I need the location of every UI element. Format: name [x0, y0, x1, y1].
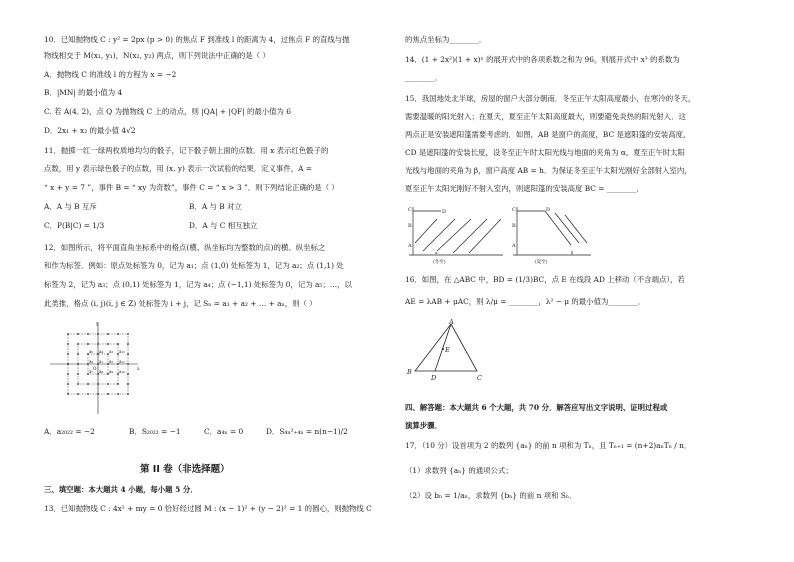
q10-option-c: C. 若 A(4, 2)，点 Q 为抛物线 C 上的动点，则 |QA| + |QF| 的最小值为 6: [44, 107, 291, 116]
svg-text:C: C: [408, 207, 412, 213]
svg-text:B: B: [512, 223, 516, 229]
svg-text:D: D: [546, 207, 551, 213]
label-a4: a₄: [99, 349, 104, 354]
summer-solstice-figure: [511, 203, 595, 265]
q15-line5: 光线与地面的夹角为 β，窗户高度 AB = h．为保证冬至正午太阳光刚好全部射入室内，: [405, 166, 692, 175]
q13-stem: 13．已知抛物线 C : 4x² + my = 0 恰好经过圆 M : (x − 1)² + (y − 2)² = 1 的圆心，则抛物线 C: [44, 504, 372, 513]
q16-line1: 16．如图，在 △ABC 中，BD = (1/3)BC，点 E 在线段 AD 上移动（不含端点），若: [405, 275, 685, 284]
q13-tail: 的焦点坐标为________．: [405, 35, 487, 44]
q11-option-b: B．A 与 B 对立: [189, 202, 242, 211]
q12-option-d: D．S₄ₙ²₊₄ₙ = n(n−1)/2: [266, 427, 348, 436]
q10-option-a: A．抛物线 C 的准线 l 的方程为 x = −2: [44, 70, 177, 79]
label-a8: a₈: [99, 369, 104, 374]
q11-stem-line1: 11．抛掷一红一绿两枚质地均匀的骰子，记下骰子朝上面的点数．用 x 表示红色骰子的: [44, 146, 329, 155]
origin-label: O: [93, 366, 97, 371]
fill-in-header: 三、填空题：本大题共 4 小题，每小题 5 分．: [44, 485, 198, 494]
svg-text:A: A: [408, 243, 412, 249]
q12-stem-line2: 和作为标签．例如：原点处标签为 0，记为 a₁；点 (1,0) 处标签为 1，记为 a₂；点 (1,1) 处: [44, 261, 344, 270]
svg-text:A: A: [449, 319, 454, 326]
label-a9: a₉: [109, 369, 114, 374]
label-a5: a₅: [89, 349, 94, 354]
label-a10: a₁₀: [119, 369, 125, 374]
svg-text:α: α: [435, 250, 438, 255]
q10-stem-line1: 10．已知抛物线 C : y² = 2px (p > 0) 的焦点 F 到准线 l 的距离为 4，过焦点 F 的直线与抛: [44, 35, 350, 44]
winter-figure-caption: (冬至): [433, 260, 446, 265]
q17-part1: （1）求数列 {aₙ} 的通项公式；: [405, 466, 513, 475]
label-a2: a₂: [109, 359, 114, 364]
q11-stem-line3: “ x + y = 7 ”，事件 B = “ xy 为奇数”，事件 C = “ x > 3 ”．则下列结论正确的是（ ）: [44, 183, 339, 192]
winter-solstice-figure: [407, 203, 507, 265]
q17-stem: 17．（10 分）设首项为 2 的数列 {aₙ} 的前 n 项和为 Tₙ，且 Tₙ₊₁ = (n+2)aₙTₙ / n．: [405, 441, 692, 450]
label-a11: a₁₁: [119, 359, 125, 364]
q11-stem-line2: 点数，用 y 表示绿色骰子的点数，用 (x, y) 表示一次试验的结果．定义事件，A =: [44, 164, 312, 173]
svg-text:D: D: [431, 374, 437, 382]
q17-part2: （2）设 bₙ = 1/aₙ，求数列 {bₙ} 的前 n 项和 Sₙ．: [405, 491, 577, 500]
q14-stem: 14．(1 + 2x²)(1 + x)ⁿ 的展开式中的各项系数之和为 96，则展开式中 x³ 的系数为: [405, 55, 680, 64]
q12-stem-line1: 12．如图所示，将平面直角坐标系中的格点(横、纵坐标均为整数的点)的横、纵坐标之: [44, 243, 326, 252]
q12-stem-line4: 此类推，格点 (i, j)(i, j ∈ Z) 处标签为 i + j，记 Sₙ = a₁ + a₂ + … + aₙ，则（ ）: [44, 299, 317, 308]
section4-line1: 四、解答题：本大题共 6 个大题，共 70 分．解答应写出文字说明、证明过程或: [405, 403, 668, 412]
summer-figure-caption: (夏至): [535, 260, 548, 265]
label-a6: a₆: [89, 359, 94, 364]
svg-text:B: B: [408, 223, 412, 229]
q15-line1: 15．我国地处北半球，房屋的窗户大部分朝南．冬至正午太阳高度最小，在寒冷的冬天，: [405, 94, 696, 103]
part2-title: 第 II 卷（非选择题）: [140, 464, 230, 475]
q15-line2: 需要温暖的阳光射入；在夏天，夏至正午太阳高度最大，则要避免炎热的阳光射入．这: [405, 112, 686, 121]
svg-text:E: E: [445, 346, 450, 354]
q12-option-c: C．a₄ₙ = 0: [204, 427, 244, 436]
label-a12: a₁₂: [119, 349, 125, 354]
q10-stem-line2: 物线相交于 M(x₁, y₁)，N(x₂, y₂) 两点，则下列说法中正确的是（ ）: [44, 51, 270, 60]
svg-text:D: D: [442, 209, 447, 215]
svg-text:B: B: [407, 368, 412, 376]
svg-text:A: A: [512, 243, 516, 249]
q10-option-b: B．|MN| 的最小值为 4: [44, 88, 123, 97]
q11-option-c: C．P(B|C) = 1/3: [44, 221, 105, 230]
triangle-figure: [407, 319, 487, 383]
y-axis-label: y: [96, 321, 99, 326]
q14-tail: ________．: [405, 73, 442, 82]
svg-text:C: C: [477, 374, 482, 382]
q15-line6: 夏至正午太阳光刚好不射入室内，则遮阳篷的安装高度 BC = ________．: [405, 184, 644, 193]
lattice-figure: [46, 318, 146, 418]
q12-stem-line3: 标签为 2，记为 a₃；点 (0,1) 处标签为 1，记为 a₄；点 (−1,1) 处标签为 0，记为 a₅；…，以: [44, 280, 352, 289]
q12-option-a: A．a₂₀₂₂ = −2: [44, 427, 95, 436]
section4-line2: 演算步骤．: [405, 421, 442, 430]
label-a7: a₇: [89, 369, 94, 374]
q16-line2: AE = λAB + μAC，则 λ/μ = ________，λ² − μ 的最小值为________．: [405, 297, 646, 306]
label-a1: a₁: [99, 359, 104, 364]
q11-option-a: A．A 与 B 互斥: [44, 202, 97, 211]
q10-option-d: D．2x₁ + x₂ 的最小值 4√2: [44, 126, 136, 135]
label-a3: a₃: [109, 349, 114, 354]
q15-line4: CD 是遮阳篷的安装长度，设冬至正午时太阳光线与地面的夹角为 α，夏至正午时太阳: [405, 148, 685, 157]
x-axis-label: x: [137, 366, 140, 371]
q11-option-d: D．A 与 C 相互独立: [189, 221, 258, 230]
svg-text:β: β: [571, 250, 574, 255]
svg-text:C: C: [512, 207, 516, 213]
q15-line3: 两点正是安装遮阳篷需要考虑的．如图，AB 是窗户的高度，BC 是遮阳篷的安装高度，: [405, 130, 691, 139]
q12-option-b: B．S₂₀₂₂ = −1: [129, 427, 181, 436]
